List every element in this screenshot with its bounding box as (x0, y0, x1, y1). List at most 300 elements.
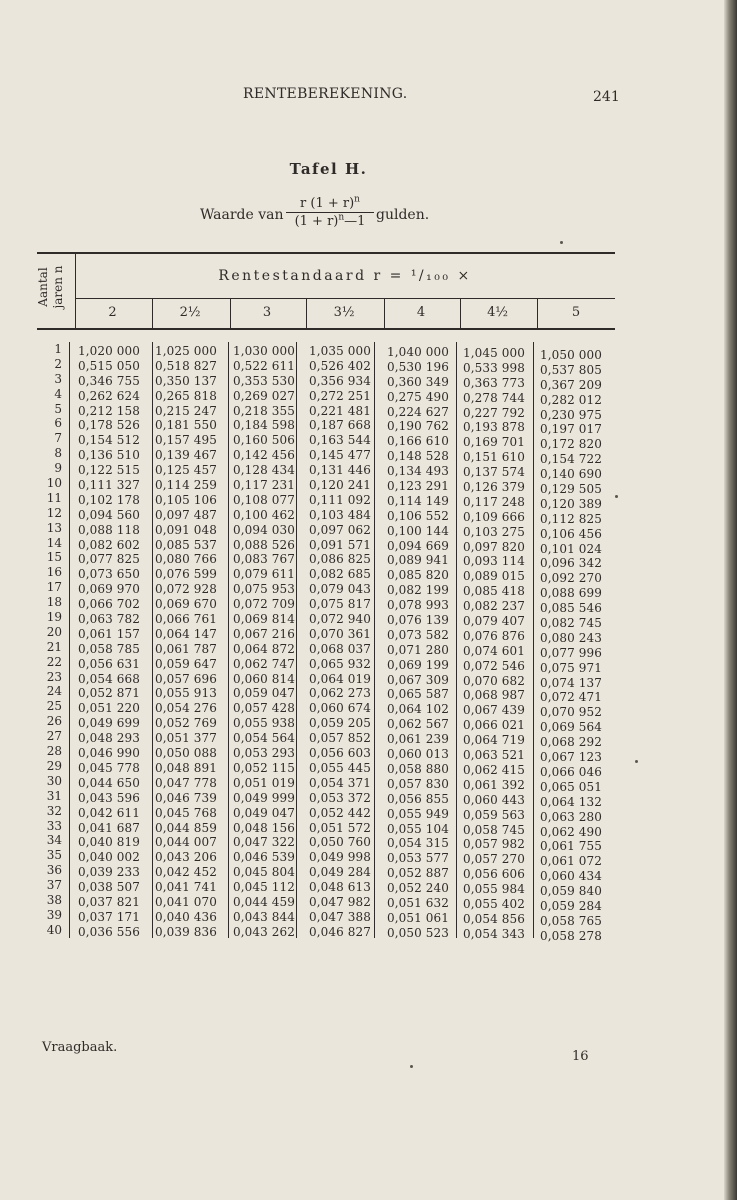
table-cell: 0,097 820 (463, 539, 525, 554)
paper-speck (615, 495, 618, 498)
table-cell: 0,055 938 (233, 716, 295, 731)
table-cell: 0,094 030 (233, 522, 295, 537)
table-cell: 0,046 990 (78, 746, 140, 761)
table-cell: 0,049 047 (233, 805, 295, 820)
table-cell: 0,054 276 (155, 701, 217, 716)
table-cell: 0,051 632 (387, 895, 449, 910)
table-cell: 0,101 024 (540, 541, 602, 556)
table-cell: 0,120 389 (540, 496, 602, 511)
table-cell: 0,066 046 (540, 764, 602, 779)
table-cell: 0,048 613 (309, 880, 371, 895)
table-cell: 0,049 999 (233, 790, 295, 805)
table-cell: 0,070 682 (463, 673, 525, 688)
table-cell: 0,187 668 (309, 418, 371, 433)
table-cell: 0,112 825 (540, 511, 602, 526)
table-cell: 0,040 436 (155, 909, 217, 924)
table-cell: 0,221 481 (309, 403, 371, 418)
table-cell: 0,097 062 (309, 522, 371, 537)
column-header-rate: 3 (262, 305, 272, 320)
table-cell: 0,037 171 (78, 909, 140, 924)
year-cell: 24 (46, 684, 62, 699)
table-cell: 0,056 855 (387, 791, 449, 806)
year-cell: 27 (46, 729, 62, 744)
year-cell: 21 (46, 639, 62, 654)
table-cell: 0,037 821 (78, 894, 140, 909)
year-cell: 38 (46, 892, 62, 907)
table-cell: 0,077 825 (78, 552, 140, 567)
table-cell: 0,123 291 (387, 479, 449, 494)
year-cell: 7 (54, 431, 62, 446)
table-cell: 0,068 037 (309, 641, 371, 656)
table-cell: 0,137 574 (463, 465, 525, 480)
table-cell: 0,053 293 (233, 746, 295, 761)
table-cell: 0,154 512 (78, 433, 140, 448)
table-cell: 0,154 722 (540, 452, 602, 467)
table-cell: 0,265 818 (155, 388, 217, 403)
table-cell: 0,282 012 (540, 392, 602, 407)
running-head: RENTEBEREKENING. (243, 86, 408, 102)
table-cell: 0,100 462 (233, 507, 295, 522)
table-cell: 0,088 118 (78, 522, 140, 537)
table-cell: 0,055 984 (463, 882, 525, 897)
table-cell: 0,091 571 (309, 537, 371, 552)
table-cell: 0,224 627 (387, 404, 449, 419)
table-cell: 0,085 546 (540, 601, 602, 616)
table-cell: 0,106 552 (387, 508, 449, 523)
year-cell: 34 (46, 833, 62, 848)
table-cell: 0,085 537 (155, 537, 217, 552)
year-cell: 40 (46, 922, 62, 937)
table-cell: 0,066 021 (463, 718, 525, 733)
column-header-rate: 4½ (487, 305, 508, 320)
table-cell: 0,064 872 (233, 641, 295, 656)
table-cell: 0,166 610 (387, 434, 449, 449)
footer-gathering-number: 16 (572, 1049, 589, 1064)
table-cell: 1,050 000 (540, 348, 602, 362)
table-cell: 0,052 442 (309, 805, 371, 820)
table-cell: 0,042 452 (155, 865, 217, 880)
table-cell: 0,065 932 (309, 656, 371, 671)
year-cell: 1 (54, 342, 62, 356)
table-cell: 0,117 231 (233, 478, 295, 493)
table-cell: 0,061 239 (387, 732, 449, 747)
table-cell: 0,044 859 (155, 820, 217, 835)
table-cell: 0,197 017 (540, 422, 602, 437)
year-cell: 33 (46, 818, 62, 833)
year-cell: 3 (54, 371, 62, 386)
table-cell: 0,054 315 (387, 836, 449, 851)
table-cell: 0,082 685 (309, 567, 371, 582)
table-cell: 0,046 827 (309, 924, 371, 939)
table-cell: 0,041 741 (155, 880, 217, 895)
table-cell: 0,044 459 (233, 894, 295, 909)
table-cell: 0,038 507 (78, 880, 140, 895)
table-cell: 0,125 457 (155, 463, 217, 478)
table-cell: 0,052 115 (233, 760, 295, 775)
table-cell: 1,045 000 (463, 346, 525, 360)
page-number: 241 (593, 89, 620, 105)
header-bottom-rule (37, 328, 615, 330)
table-cell: 0,072 546 (463, 658, 525, 673)
table-cell: 0,057 270 (463, 852, 525, 867)
table-cell: 0,051 377 (155, 731, 217, 746)
table-cell: 0,062 747 (233, 656, 295, 671)
year-cell: 11 (46, 490, 62, 505)
table-cell: 0,518 827 (155, 358, 217, 373)
table-cell: 0,074 137 (540, 675, 602, 690)
year-cell: 31 (46, 788, 62, 803)
table-cell: 0,061 157 (78, 626, 140, 641)
table-cell: 0,083 767 (233, 552, 295, 567)
table-cell: 0,052 240 (387, 881, 449, 896)
table-cell: 0,360 349 (387, 374, 449, 389)
table-cell: 0,054 668 (78, 671, 140, 686)
table-cell: 0,043 596 (78, 790, 140, 805)
paper-speck (410, 1065, 413, 1068)
table-cell: 0,122 515 (78, 463, 140, 478)
table-cell: 0,120 241 (309, 478, 371, 493)
table-cell: 0,045 768 (155, 805, 217, 820)
table-cell: 0,089 015 (463, 569, 525, 584)
table-cell: 0,045 778 (78, 760, 140, 775)
table-cell: 0,055 913 (155, 686, 217, 701)
formula-numerator: r $(1 + r)^n$ (286, 196, 374, 213)
table-cell: 0,051 019 (233, 775, 295, 790)
table-cell: 0,061 072 (540, 854, 602, 869)
table-cell: 0,062 567 (387, 717, 449, 732)
table-cell: 0,109 666 (463, 509, 525, 524)
table-cell: 0,060 443 (463, 792, 525, 807)
table-cell: 0,049 284 (309, 865, 371, 880)
table-cell: 0,054 856 (463, 911, 525, 926)
table-cell: 0,045 112 (233, 880, 295, 895)
table-cell: 0,060 814 (233, 671, 295, 686)
table-cell: 0,053 577 (387, 851, 449, 866)
year-cell: 10 (46, 476, 62, 491)
table-cell: 0,066 761 (155, 612, 217, 627)
data-column (78, 344, 140, 940)
table-cell: 0,040 002 (78, 850, 140, 865)
table-cell: 0,363 773 (463, 375, 525, 390)
table-cell: 0,046 539 (233, 850, 295, 865)
year-cell: 29 (46, 758, 62, 773)
table-cell: 0,063 521 (463, 748, 525, 763)
table-cell: 0,094 560 (78, 507, 140, 522)
year-cell: 26 (46, 714, 62, 729)
table-cell: 0,050 088 (155, 746, 217, 761)
table-cell: 0,052 871 (78, 686, 140, 701)
table-cell: 0,069 199 (387, 657, 449, 672)
table-cell: 0,058 745 (463, 822, 525, 837)
table-cell: 0,072 928 (155, 582, 217, 597)
table-cell: 0,082 745 (540, 616, 602, 631)
table-cell: 0,139 467 (155, 448, 217, 463)
table-cell: 1,020 000 (78, 344, 140, 358)
table-cell: 0,230 975 (540, 407, 602, 422)
year-cell: 35 (46, 848, 62, 863)
year-cell: 36 (46, 863, 62, 878)
table-cell: 0,065 587 (387, 687, 449, 702)
table-cell: 0,094 669 (387, 538, 449, 553)
table-cell: 0,041 687 (78, 820, 140, 835)
table-cell: 0,085 820 (387, 568, 449, 583)
table-cell: 1,040 000 (387, 345, 449, 359)
table-cell: 0,064 102 (387, 702, 449, 717)
table-cell: 0,076 876 (463, 628, 525, 643)
year-cell: 12 (46, 505, 62, 520)
table-cell: 0,172 820 (540, 437, 602, 452)
year-cell: 15 (46, 550, 62, 565)
stub-label-jaren: jaren n (51, 265, 65, 309)
table-cell: 0,128 434 (233, 463, 295, 478)
table-cell: 0,103 275 (463, 524, 525, 539)
table-cell: 0,054 343 (463, 926, 525, 941)
table-cell: 0,080 766 (155, 552, 217, 567)
table-cell: 0,069 564 (540, 720, 602, 735)
table-cell: 0,072 471 (540, 690, 602, 705)
table-cell: 0,059 840 (540, 884, 602, 899)
table-cell: 0,049 699 (78, 716, 140, 731)
year-cell: 6 (54, 416, 62, 431)
table-cell: 0,076 599 (155, 567, 217, 582)
table-cell: 0,051 220 (78, 701, 140, 716)
column-divider (152, 342, 153, 938)
formula-denominator: $(1 + r)^n—1$ (294, 212, 366, 229)
table-cell: 0,057 830 (387, 776, 449, 791)
table-cell: 0,530 196 (387, 359, 449, 374)
table-cell: 0,047 322 (233, 835, 295, 850)
table-cell: 0,054 564 (233, 731, 295, 746)
table-cell: 0,055 949 (387, 806, 449, 821)
table-cell: 1,030 000 (233, 344, 295, 358)
column-divider (152, 299, 153, 329)
table-cell: 0,100 144 (387, 523, 449, 538)
column-divider (228, 342, 229, 938)
data-column (540, 348, 602, 944)
table-cell: 0,091 048 (155, 522, 217, 537)
year-cell: 23 (46, 669, 62, 684)
table-cell: 0,145 477 (309, 448, 371, 463)
table-cell: 0,076 139 (387, 613, 449, 628)
page-edge-shadow (724, 0, 737, 1200)
table-cell: 0,067 216 (233, 626, 295, 641)
table-cell: 0,086 825 (309, 552, 371, 567)
table-cell: 0,079 611 (233, 567, 295, 582)
table-cell: 0,068 292 (540, 735, 602, 750)
column-divider (537, 299, 538, 329)
table-cell: 0,050 760 (309, 835, 371, 850)
table-cell: 0,067 439 (463, 703, 525, 718)
table-cell: 0,059 205 (309, 716, 371, 731)
table-cell: 0,278 744 (463, 390, 525, 405)
table-cell: 0,218 355 (233, 403, 295, 418)
table-cell: 0,085 418 (463, 584, 525, 599)
table-cell: 0,062 490 (540, 824, 602, 839)
table-cell: 0,069 814 (233, 612, 295, 627)
table-cell: 0,140 690 (540, 467, 602, 482)
table-cell: 0,063 782 (78, 612, 140, 627)
table-cell: 0,537 805 (540, 362, 602, 377)
column-divider (460, 299, 461, 329)
table-cell: 0,072 940 (309, 612, 371, 627)
table-cell: 0,052 887 (387, 866, 449, 881)
years-column (36, 342, 62, 938)
table-cell: 0,043 844 (233, 909, 295, 924)
table-cell: 0,064 147 (155, 626, 217, 641)
table-cell: 0,178 526 (78, 418, 140, 433)
column-header-rate: 5 (571, 305, 581, 320)
table-cell: 0,069 970 (78, 582, 140, 597)
table-cell: 0,062 415 (463, 762, 525, 777)
table-cell: 0,061 755 (540, 839, 602, 854)
table-cell: 0,193 878 (463, 420, 525, 435)
footer-signature: Vraagbaak. (42, 1040, 118, 1055)
column-divider (230, 299, 231, 329)
table-cell: 0,071 280 (387, 642, 449, 657)
table-cell: 0,092 270 (540, 571, 602, 586)
column-divider (306, 299, 307, 329)
table-cell: 0,057 428 (233, 701, 295, 716)
table-cell: 0,057 696 (155, 671, 217, 686)
table-cell: 1,035 000 (309, 344, 371, 358)
table-cell: 0,088 699 (540, 586, 602, 601)
year-cell: 17 (46, 580, 62, 595)
table-cell: 0,058 785 (78, 641, 140, 656)
table-cell: 0,367 209 (540, 377, 602, 392)
table-cell: 0,042 611 (78, 805, 140, 820)
table-cell: 0,059 563 (463, 807, 525, 822)
table-cell: 0,060 013 (387, 747, 449, 762)
table-cell: 0,055 445 (309, 760, 371, 775)
table-cell: 0,056 606 (463, 867, 525, 882)
table-cell: 0,136 510 (78, 448, 140, 463)
table-cell: 0,047 778 (155, 775, 217, 790)
table-cell: 0,096 342 (540, 556, 602, 571)
year-cell: 32 (46, 803, 62, 818)
table-cell: 0,044 007 (155, 835, 217, 850)
paper-speck (635, 760, 638, 763)
table-cell: 0,057 982 (463, 837, 525, 852)
table-cell: 0,080 243 (540, 630, 602, 645)
table-cell: 0,269 027 (233, 388, 295, 403)
year-cell: 30 (46, 773, 62, 788)
table-title: Tafel H. (289, 160, 368, 178)
table-cell: 0,063 280 (540, 809, 602, 824)
column-header-rate: 4 (416, 305, 426, 320)
table-cell: 0,036 556 (78, 924, 140, 939)
column-divider (75, 252, 76, 330)
table-cell: 0,060 434 (540, 869, 602, 884)
year-cell: 4 (54, 386, 62, 401)
table-cell: 0,047 982 (309, 894, 371, 909)
table-cell: 0,045 804 (233, 865, 295, 880)
table-cell: 0,064 019 (309, 671, 371, 686)
table-cell: 0,108 077 (233, 492, 295, 507)
table-cell: 0,089 941 (387, 553, 449, 568)
formula-suffix: gulden. (376, 207, 430, 223)
table-cell: 0,075 817 (309, 597, 371, 612)
formula-fraction (286, 196, 374, 229)
table-cell: 0,062 273 (309, 686, 371, 701)
table-cell: 0,054 371 (309, 775, 371, 790)
table-cell: 0,111 092 (309, 492, 371, 507)
table-cell: 0,346 755 (78, 373, 140, 388)
column-divider (69, 342, 70, 938)
column-header-rate: 3½ (333, 305, 355, 320)
table-cell: 0,060 674 (309, 701, 371, 716)
column-divider (533, 342, 534, 938)
table-cell: 0,526 402 (309, 358, 371, 373)
column-divider (456, 342, 457, 938)
table-cell: 0,079 407 (463, 614, 525, 629)
table-cell: 0,073 582 (387, 627, 449, 642)
table-cell: 0,181 550 (155, 418, 217, 433)
table-cell: 1,025 000 (155, 344, 217, 358)
table-cell: 0,356 934 (309, 373, 371, 388)
table-cell: 0,067 123 (540, 750, 602, 765)
table-cell: 0,057 852 (309, 731, 371, 746)
table-cell: 0,067 309 (387, 672, 449, 687)
table-cell: 0,093 114 (463, 554, 525, 569)
data-column (309, 344, 371, 940)
table-cell: 0,061 392 (463, 777, 525, 792)
table-cell: 0,169 701 (463, 435, 525, 450)
table-cell: 0,075 953 (233, 582, 295, 597)
table-cell: 0,262 624 (78, 388, 140, 403)
table-cell: 0,051 572 (309, 820, 371, 835)
table-cell: 0,055 104 (387, 821, 449, 836)
table-cell: 0,142 456 (233, 448, 295, 463)
table-cell: 0,064 132 (540, 794, 602, 809)
column-divider (296, 342, 297, 938)
year-cell: 20 (46, 624, 62, 639)
table-cell: 0,275 490 (387, 389, 449, 404)
data-column (387, 345, 449, 941)
table-cell: 0,148 528 (387, 449, 449, 464)
spanner-heading: Rentestandaard r = ¹/₁₀₀ × (218, 268, 472, 284)
table-cell: 0,131 446 (309, 463, 371, 478)
table-cell: 0,079 043 (309, 582, 371, 597)
table-cell: 0,058 278 (540, 928, 602, 943)
table-cell: 0,350 137 (155, 373, 217, 388)
table-cell: 0,272 251 (309, 388, 371, 403)
table-cell: 0,088 526 (233, 537, 295, 552)
table-cell: 0,056 603 (309, 746, 371, 761)
table-cell: 0,151 610 (463, 450, 525, 465)
table-cell: 0,075 971 (540, 660, 602, 675)
table-cell: 0,039 836 (155, 924, 217, 939)
table-cell: 0,163 544 (309, 433, 371, 448)
table-cell: 0,053 372 (309, 790, 371, 805)
table-cell: 0,126 379 (463, 480, 525, 495)
table-cell: 0,068 987 (463, 688, 525, 703)
year-cell: 25 (46, 699, 62, 714)
table-cell: 0,522 611 (233, 358, 295, 373)
table-cell: 0,048 891 (155, 760, 217, 775)
table-cell: 0,117 248 (463, 494, 525, 509)
table-cell: 0,051 061 (387, 910, 449, 925)
table-cell: 0,055 402 (463, 896, 525, 911)
year-cell: 8 (54, 446, 62, 461)
table-cell: 0,190 762 (387, 419, 449, 434)
table-cell: 0,043 262 (233, 924, 295, 939)
table-cell: 0,077 996 (540, 645, 602, 660)
year-cell: 5 (54, 401, 62, 416)
year-cell: 13 (46, 520, 62, 535)
table-cell: 0,061 787 (155, 641, 217, 656)
table-cell: 0,134 493 (387, 464, 449, 479)
table-cell: 0,048 156 (233, 820, 295, 835)
